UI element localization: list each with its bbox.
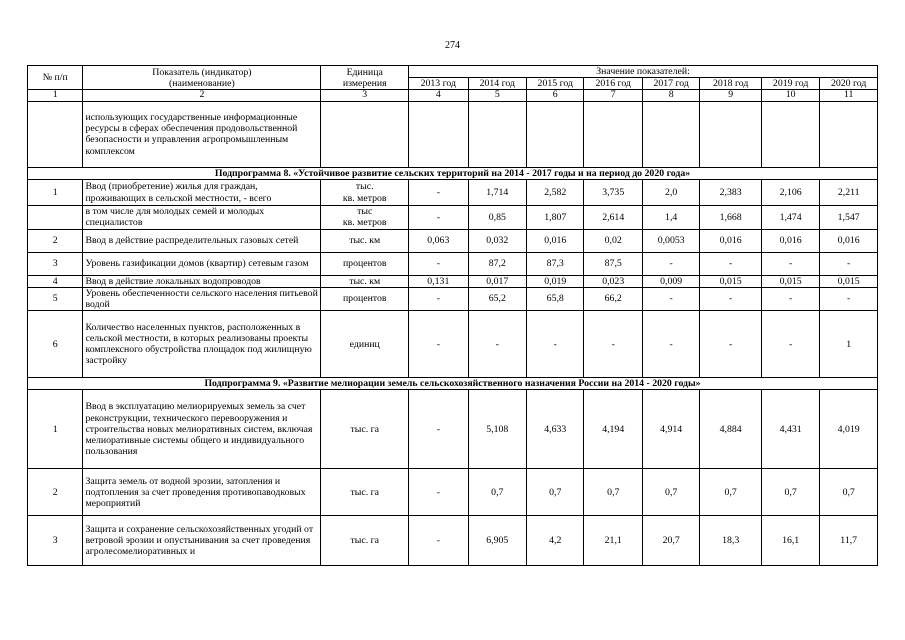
cell-value <box>761 101 819 167</box>
col-number: 4 <box>409 90 468 102</box>
cell-value: 0,0053 <box>642 229 699 252</box>
cell-value: 4,194 <box>584 390 642 469</box>
cell-value: 0,7 <box>527 469 584 516</box>
col-number: 11 <box>820 90 878 102</box>
cell-num: 2 <box>28 229 83 252</box>
header-year: 2019 год <box>761 78 819 90</box>
section-title-row <box>28 167 878 179</box>
cell-num: 1 <box>28 180 83 206</box>
cell-value: 4,019 <box>820 390 878 469</box>
cell-value: 0,016 <box>700 229 762 252</box>
cell-value: - <box>820 287 878 310</box>
page-number: 274 <box>445 40 460 51</box>
cell-value: 3,735 <box>584 180 642 206</box>
cell-value: - <box>761 311 819 378</box>
cell-indicator: Защита земель от водной эрозии, затопления и подтопления за счет проведения противопаводковых мероприятий <box>83 469 321 516</box>
cell-value: 11,7 <box>820 516 878 566</box>
cell-value: 65,8 <box>527 287 584 310</box>
cell-value <box>584 101 642 167</box>
cell-value <box>700 101 762 167</box>
cell-unit: тыс. га <box>321 390 409 469</box>
cell-num: 2 <box>28 469 83 516</box>
cell-value: 1,807 <box>527 206 584 229</box>
cell-value: 87,2 <box>468 252 526 275</box>
cell-value: 87,3 <box>527 252 584 275</box>
cell-unit <box>321 101 409 167</box>
cell-value: - <box>409 390 468 469</box>
cell-indicator: использующих государственные информационные ресурсы в сферах обеспечения продовольственной безопасности и управления агропромышленным комплексом <box>83 101 321 167</box>
cell-value: 21,1 <box>584 516 642 566</box>
table-row <box>28 252 878 275</box>
cell-value: 0,063 <box>409 229 468 252</box>
cell-value: 5,108 <box>468 390 526 469</box>
table-row <box>28 390 878 469</box>
cell-unit: единиц <box>321 311 409 378</box>
cell-value: - <box>642 287 699 310</box>
header-year: 2016 год <box>584 78 642 90</box>
cell-value: 0,85 <box>468 206 526 229</box>
cell-value: 0,017 <box>468 275 526 287</box>
cell-num <box>28 206 83 229</box>
cell-unit: тыс. км <box>321 275 409 287</box>
cell-value: 2,582 <box>527 180 584 206</box>
cell-value: 6,905 <box>468 516 526 566</box>
cell-value: 1,668 <box>700 206 762 229</box>
cell-value: - <box>409 469 468 516</box>
cell-value: 0,7 <box>820 469 878 516</box>
cell-value: - <box>409 311 468 378</box>
col-number: 5 <box>468 90 526 102</box>
cell-value: 0,019 <box>527 275 584 287</box>
cell-indicator: в том числе для молодых семей и молодых специалистов <box>83 206 321 229</box>
cell-value: 0,016 <box>761 229 819 252</box>
col-number: 9 <box>700 90 762 102</box>
cell-value: 0,7 <box>761 469 819 516</box>
cell-indicator: Уровень газификации домов (квартир) сетевым газом <box>83 252 321 275</box>
cell-num: 6 <box>28 311 83 378</box>
cell-value: 0,023 <box>584 275 642 287</box>
cell-value: 0,7 <box>468 469 526 516</box>
cell-value: - <box>642 311 699 378</box>
table-row <box>28 206 878 229</box>
section-title: Подпрограмма 9. «Развитие мелиорации земель сельскохозяйственного назначения России на 2014 - 2020 годы» <box>28 378 878 390</box>
cell-value: 1 <box>820 311 878 378</box>
cell-value: 65,2 <box>468 287 526 310</box>
cell-value: - <box>584 311 642 378</box>
cell-value: 0,016 <box>527 229 584 252</box>
table-row <box>28 229 878 252</box>
header-unit: Единица измерения <box>321 66 409 90</box>
cell-value: 1,474 <box>761 206 819 229</box>
col-number: 10 <box>761 90 819 102</box>
cell-indicator: Ввод (приобретение) жилья для граждан, проживающих в сельской местности, - всего <box>83 180 321 206</box>
cell-value: 0,015 <box>820 275 878 287</box>
table-row <box>28 275 878 287</box>
header-year: 2020 год <box>820 78 878 90</box>
header-year: 2018 год <box>700 78 762 90</box>
header-year: 2017 год <box>642 78 699 90</box>
cell-unit: тыс. кв. метров <box>321 180 409 206</box>
cell-value: - <box>468 311 526 378</box>
cell-value: 4,884 <box>700 390 762 469</box>
cell-value: 2,211 <box>820 180 878 206</box>
cell-unit: тыс. га <box>321 469 409 516</box>
cell-value <box>409 101 468 167</box>
table-row <box>28 180 878 206</box>
cell-indicator: Ввод в действие локальных водопроводов <box>83 275 321 287</box>
cell-value <box>820 101 878 167</box>
cell-value: 0,009 <box>642 275 699 287</box>
header-year: 2015 год <box>527 78 584 90</box>
cell-value: 1,547 <box>820 206 878 229</box>
cell-value: 1,4 <box>642 206 699 229</box>
cell-value: 18,3 <box>700 516 762 566</box>
cell-value: 20,7 <box>642 516 699 566</box>
cell-value: 2,383 <box>700 180 762 206</box>
cell-value <box>468 101 526 167</box>
cell-value: - <box>409 516 468 566</box>
cell-value: 0,032 <box>468 229 526 252</box>
col-number: 8 <box>642 90 699 102</box>
cell-value: - <box>761 287 819 310</box>
cell-value: 0,02 <box>584 229 642 252</box>
cell-num: 4 <box>28 275 83 287</box>
col-number: 7 <box>584 90 642 102</box>
cell-value: - <box>409 180 468 206</box>
col-number: 6 <box>527 90 584 102</box>
section-title-row <box>28 378 878 390</box>
cell-unit: процентов <box>321 287 409 310</box>
header-indicator: Показатель (индикатор) (наименование) <box>83 66 321 90</box>
table-row <box>28 516 878 566</box>
cell-unit: тыс. га <box>321 516 409 566</box>
indicators-table <box>27 65 878 566</box>
column-numbers-row <box>28 90 878 102</box>
cell-value: 16,1 <box>761 516 819 566</box>
cell-value: - <box>527 311 584 378</box>
header-year: 2013 год <box>409 78 468 90</box>
cell-value: 2,106 <box>761 180 819 206</box>
cell-value: 2,614 <box>584 206 642 229</box>
cell-value: - <box>700 311 762 378</box>
table-row <box>28 311 878 378</box>
cell-indicator: Защита и сохранение сельскохозяйственных угодий от ветровой эрозии и опустынивания за счет проведения агролесомелиоративных и <box>83 516 321 566</box>
cell-value <box>642 101 699 167</box>
cell-value: 0,015 <box>761 275 819 287</box>
header-row-top <box>28 66 878 78</box>
cell-value: 0,7 <box>700 469 762 516</box>
cell-value: 4,431 <box>761 390 819 469</box>
cell-num: 3 <box>28 516 83 566</box>
cell-unit: процентов <box>321 252 409 275</box>
cell-unit: тыс. км <box>321 229 409 252</box>
cell-value: 4,2 <box>527 516 584 566</box>
cell-value: 4,633 <box>527 390 584 469</box>
table-row <box>28 287 878 310</box>
header-year: 2014 год <box>468 78 526 90</box>
cell-unit: тыс кв. метров <box>321 206 409 229</box>
cell-value <box>527 101 584 167</box>
col-number: 2 <box>83 90 321 102</box>
table-row <box>28 469 878 516</box>
cell-value: 0,015 <box>700 275 762 287</box>
cell-value: - <box>761 252 819 275</box>
continuation-row <box>28 101 878 167</box>
col-number: 3 <box>321 90 409 102</box>
cell-value: - <box>409 252 468 275</box>
header-values-title: Значение показателей: <box>409 66 878 78</box>
cell-value: 2,0 <box>642 180 699 206</box>
cell-indicator: Ввод в действие распределительных газовых сетей <box>83 229 321 252</box>
header-num: № п/п <box>28 66 83 90</box>
cell-value: 87,5 <box>584 252 642 275</box>
cell-value: - <box>820 252 878 275</box>
cell-value: - <box>409 287 468 310</box>
cell-value: - <box>700 287 762 310</box>
cell-value: 0,7 <box>584 469 642 516</box>
cell-value: 0,131 <box>409 275 468 287</box>
cell-indicator: Уровень обеспеченности сельского населения питьевой водой <box>83 287 321 310</box>
cell-value: 66,2 <box>584 287 642 310</box>
cell-num: 1 <box>28 390 83 469</box>
cell-value: 4,914 <box>642 390 699 469</box>
cell-value: - <box>409 206 468 229</box>
cell-value: - <box>642 252 699 275</box>
cell-value: - <box>700 252 762 275</box>
cell-num: 5 <box>28 287 83 310</box>
table-body <box>28 66 878 566</box>
cell-value: 0,7 <box>642 469 699 516</box>
cell-num <box>28 101 83 167</box>
col-number: 1 <box>28 90 83 102</box>
cell-value: 0,016 <box>820 229 878 252</box>
cell-num: 3 <box>28 252 83 275</box>
cell-indicator: Ввод в эксплуатацию мелиорируемых земель за счет реконструкции, технического перевооружения и строительства новых мелиоративных систем, включая мелиоративные системы общего и индивидуального пользования <box>83 390 321 469</box>
cell-indicator: Количество населенных пунктов, расположенных в сельской местности, в которых реализованы проекты комплексного обустройства площадок под жилищную застройку <box>83 311 321 378</box>
cell-value: 1,714 <box>468 180 526 206</box>
section-title: Подпрограмма 8. «Устойчивое развитие сельских территорий на 2014 - 2017 годы и на период до 2020 года» <box>28 167 878 179</box>
